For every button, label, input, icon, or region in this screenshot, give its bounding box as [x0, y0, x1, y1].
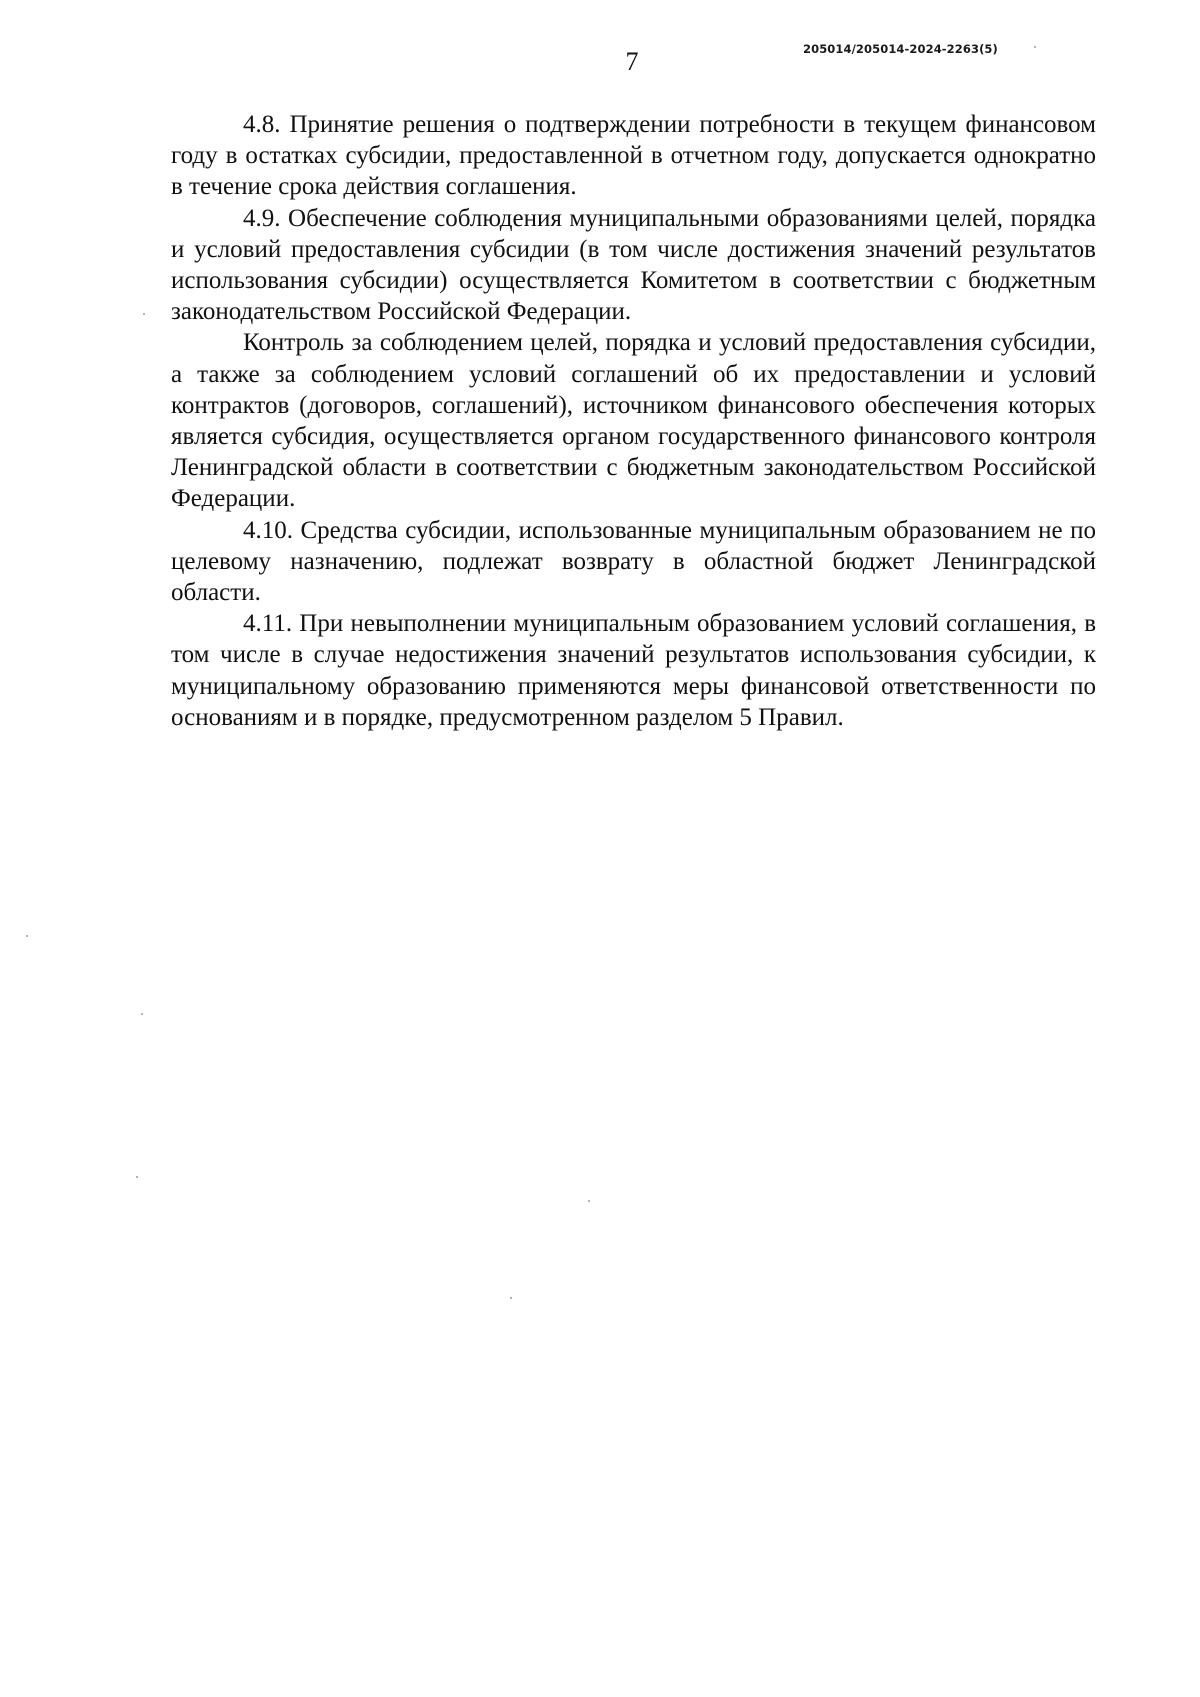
- paragraph-4-8: 4.8. Принятие решения о подтверждении потребности в текущем финансовом году в остатках субсидии, предоставленной в отчетном году, допускается однократно в течение срока действия соглашения.: [171, 111, 1096, 201]
- paragraph-4-10: 4.10. Средства субсидии, использованные муниципальным образованием не по целевому назначению, подлежат возврату в областной бюджет Ленинградской области.: [171, 516, 1096, 607]
- scan-speck: [136, 1176, 138, 1178]
- paragraph-4-9: 4.9. Обеспечение соблюдения муниципальными образованиями целей, порядка и условий предоставления субсидии (в том числе достижения значений результатов использования субсидии) осуществляется Комитетом в соответствии с бюджетным законодательством Российской Федерации.: [171, 204, 1096, 326]
- document-body: [171, 109, 1096, 733]
- paragraph-control: Контроль за соблюдением целей, порядка и условий предоставления субсидии, а также за соблюдением условий соглашений об их предоставлении и условий контрактов (договоров, соглашений), источником финансового обеспечения которых является субсидия, осуществляется органом государственного финансового контроля Ленинградской области в соответствии с бюджетным законодательством Российской Федерации.: [171, 329, 1096, 513]
- scan-speck: [141, 1013, 143, 1015]
- page-number: 7: [625, 47, 639, 76]
- scan-speck: [510, 1297, 512, 1299]
- scan-speck: [588, 1200, 590, 1202]
- scan-speck: [143, 313, 145, 315]
- scan-speck: [26, 935, 28, 937]
- scan-speck: [1034, 46, 1036, 48]
- document-id: 205014/205014-2024-2263(5): [803, 42, 998, 56]
- paragraph-4-11: 4.11. При невыполнении муниципальным образованием условий соглашения, в том числе в случае недостижения значений результатов использования субсидии, к муниципальному образованию применяются меры финансовой ответственности по основаниям и в порядке, предусмотренном разделом 5 Правил.: [171, 610, 1096, 731]
